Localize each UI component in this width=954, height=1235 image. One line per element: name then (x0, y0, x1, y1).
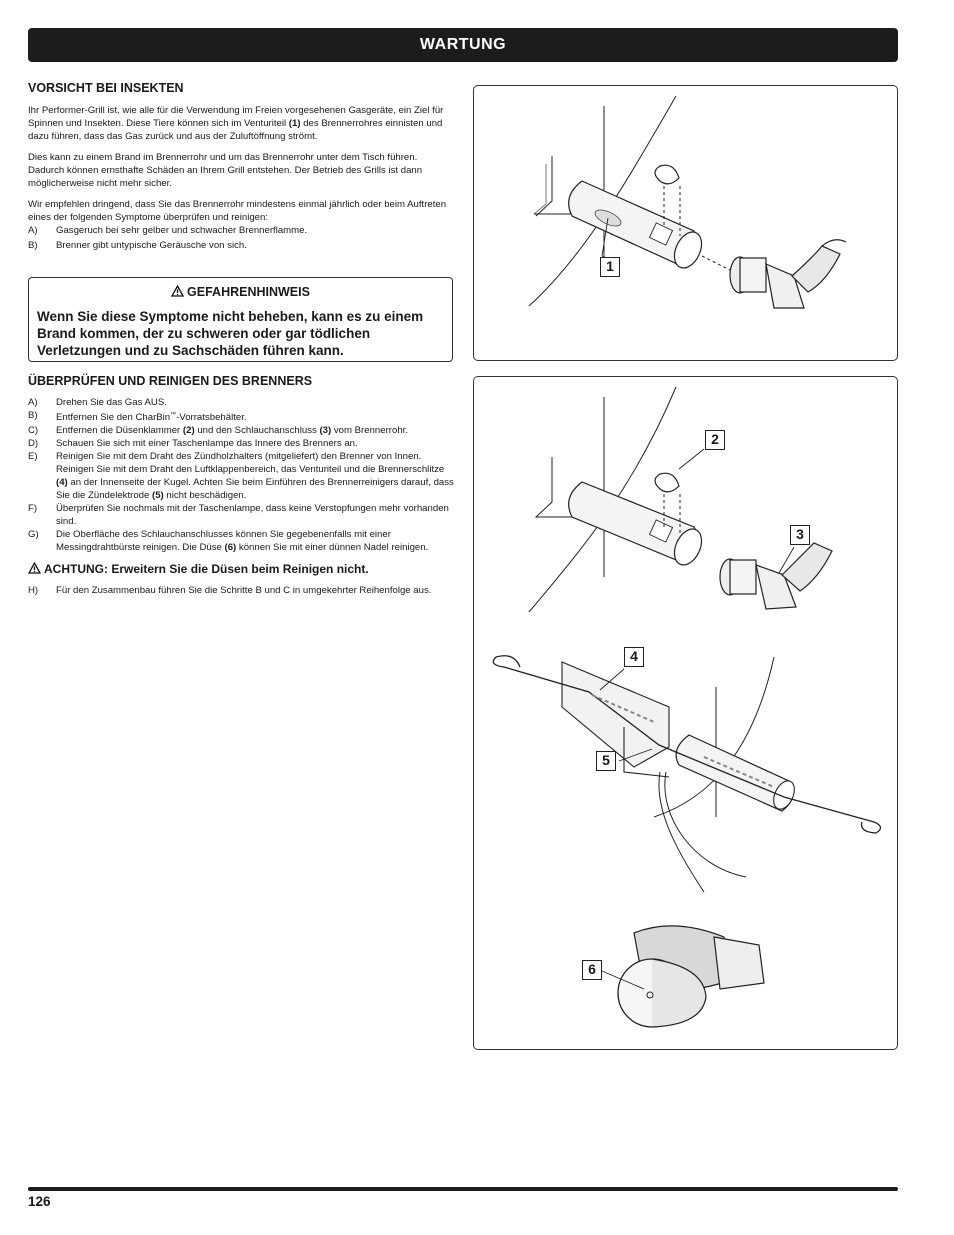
callout-2: 2 (705, 430, 725, 450)
warning-triangle-icon (28, 562, 41, 574)
page-title: WARTUNG (419, 36, 507, 53)
burner-tube (569, 181, 707, 272)
burner-cleaning-illustration (474, 377, 899, 1051)
nozzle-clip (655, 165, 679, 184)
header-bar (28, 28, 898, 62)
nozzle-clip (655, 473, 679, 492)
illustration-panel-cleaning (473, 376, 898, 1050)
warning-triangle-icon (171, 285, 184, 297)
danger-title: GEFAHRENHINWEIS (29, 285, 452, 299)
insects-heading: VORSICHT BEI INSEKTEN (28, 81, 184, 95)
burner-venturi-illustration (474, 86, 899, 362)
danger-box (28, 277, 453, 362)
hose-fitting (720, 543, 832, 609)
list-item: H) Für den Zusammenbau führen Sie die Schritte B und C in umgekehrter Reihenfolge aus. (28, 585, 432, 597)
callout-1: 1 (600, 257, 620, 277)
list-item: C) Entfernen die Düsenklammer (2) und den Schlauchanschluss (3) vom Brennerrohr. (28, 425, 408, 437)
insects-paragraph-1: Ihr Performer-Grill ist, wie alle für die Verwendung im Freien vorgesehenen Gasgeräte, ein Ziel für Spinnen und Insekten. Diese Tiere können sich im Venturiteil (1) des Brennerrohres einnisten und dazu führen, dass das Gas zurück und aus der Zuluftöffnung strömt. (28, 105, 444, 142)
list-item: B) Brenner gibt untypische Geräusche von sich. (28, 240, 247, 251)
list-item: A) Gasgeruch bei sehr gelber und schwacher Brennerflamme. (28, 225, 308, 236)
callout-5: 5 (596, 751, 616, 771)
list-item: G) Die Oberfläche des Schlauchanschlusses können Sie gegebenenfalls mit einer Messingdrahtbürste reinigen. Die Düse (6) können Sie mit einer dünnen Nadel reinigen. (28, 529, 429, 554)
page-number: 126 (28, 1194, 51, 1209)
danger-body: Wenn Sie diese Symptome nicht beheben, kann es zu einem Brand kommen, der zu schweren oder gar tödlichen Verletzungen und zu Sachschäden führen kann. (37, 309, 424, 358)
insects-section (28, 81, 456, 252)
hose-fitting (730, 240, 846, 308)
cleaning-section (28, 374, 456, 597)
list-item: E) Reinigen Sie mit dem Draht des Zündholzhalters (mitgeliefert) den Brenner von Innen. Reinigen Sie mit dem Draht den Luftklappenbereich, das Venturiteil und die Brennerschlitze (4) an der Innenseite der Kugel. Achten Sie beim Einführen des Brennerreinigers darauf, dass Sie die Zündelektrode (5) nicht beschädigen. (28, 451, 454, 502)
illustration-panel-venturi (473, 85, 898, 361)
list-item: F) Überprüfen Sie nochmals mit der Taschenlampe, dass keine Verstopfungen mehr vorhanden sind. (28, 503, 449, 528)
list-item: A) Drehen Sie das Gas AUS. (28, 397, 167, 408)
callout-3: 3 (790, 525, 810, 545)
orifice-detail (618, 926, 764, 1027)
caution-note: ACHTUNG: Erweitern Sie die Düsen beim Reinigen nicht. (28, 562, 456, 576)
footer-rule (28, 1187, 898, 1191)
insects-paragraph-2: Dies kann zu einem Brand im Brennerrohr und um das Brennerrohr unter dem Tisch führen. Dadurch können ernsthafte Schäden an Ihrem Grill entstehen. Der Betrieb des Grills ist dann möglicherweise nicht mehr sicher. (28, 152, 423, 189)
list-item: D) Schauen Sie sich mit einer Taschenlampe das Innere des Brenners an. (28, 438, 358, 450)
insects-paragraph-3: Wir empfehlen dringend, dass Sie das Brennerrohr mindestens einmal jährlich oder beim Auftreten eines der folgenden Symptome überprüfen und reinigen: (28, 199, 447, 223)
list-item: B) Entfernen Sie den CharBin™-Vorratsbehälter. (28, 410, 247, 424)
callout-6: 6 (582, 960, 602, 980)
cleaning-heading: ÜBERPRÜFEN UND REINIGEN DES BRENNERS (28, 374, 313, 388)
callout-4: 4 (624, 647, 644, 667)
